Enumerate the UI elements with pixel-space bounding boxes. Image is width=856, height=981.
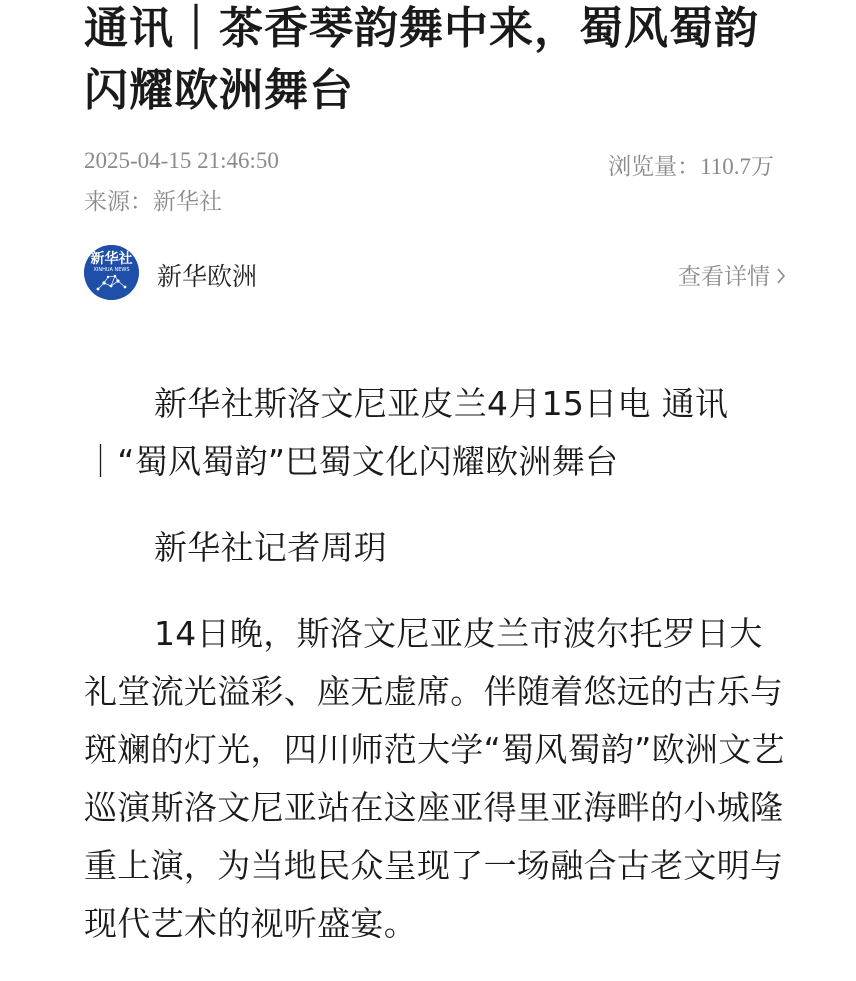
chevron-right-icon: [776, 267, 786, 285]
article-meta: [84, 148, 774, 218]
article-paragraph: 新华社记者周玥: [154, 528, 388, 567]
source-value: 新华社: [153, 189, 222, 214]
source-label: 来源：: [84, 189, 153, 214]
published-time: 2025-04-15 21:46:50: [84, 148, 279, 173]
account-name[interactable]: 新华欧洲: [157, 262, 258, 291]
avatar-logo-cn: 新华社: [90, 251, 133, 267]
article-title: 通讯｜茶香琴韵舞中来，蜀风蜀韵闪耀欧洲舞台: [84, 3, 759, 116]
view-count: [608, 148, 774, 181]
article-paragraph: 新华社斯洛文尼亚皮兰4月15日电 通讯｜“蜀风蜀韵”巴蜀文化闪耀欧洲舞台: [84, 384, 729, 481]
account-bar[interactable]: [84, 245, 786, 301]
view-detail-link[interactable]: [678, 258, 786, 291]
view-count-label: 浏览量：: [608, 154, 701, 179]
article-body: [84, 375, 786, 981]
article-paragraph: 14日晚，斯洛文尼亚皮兰市波尔托罗日大礼堂流光溢彩、座无虚席。伴随着悠远的古乐与斑斓的灯光，四川师范大学“蜀风蜀韵”欧洲文艺巡演斯洛文尼亚站在这座亚得里亚海畔的小城隆重上演，为当地民众呈现了一场融合古老文明与现代艺术的视听盛宴。: [84, 614, 785, 943]
view-detail-label: 查看详情: [678, 264, 770, 290]
avatar-logo-en: XINHUA NEWS: [93, 267, 130, 273]
account-avatar[interactable]: [84, 245, 139, 300]
view-count-value: 110.7万: [700, 154, 774, 179]
article-source: [84, 183, 222, 216]
